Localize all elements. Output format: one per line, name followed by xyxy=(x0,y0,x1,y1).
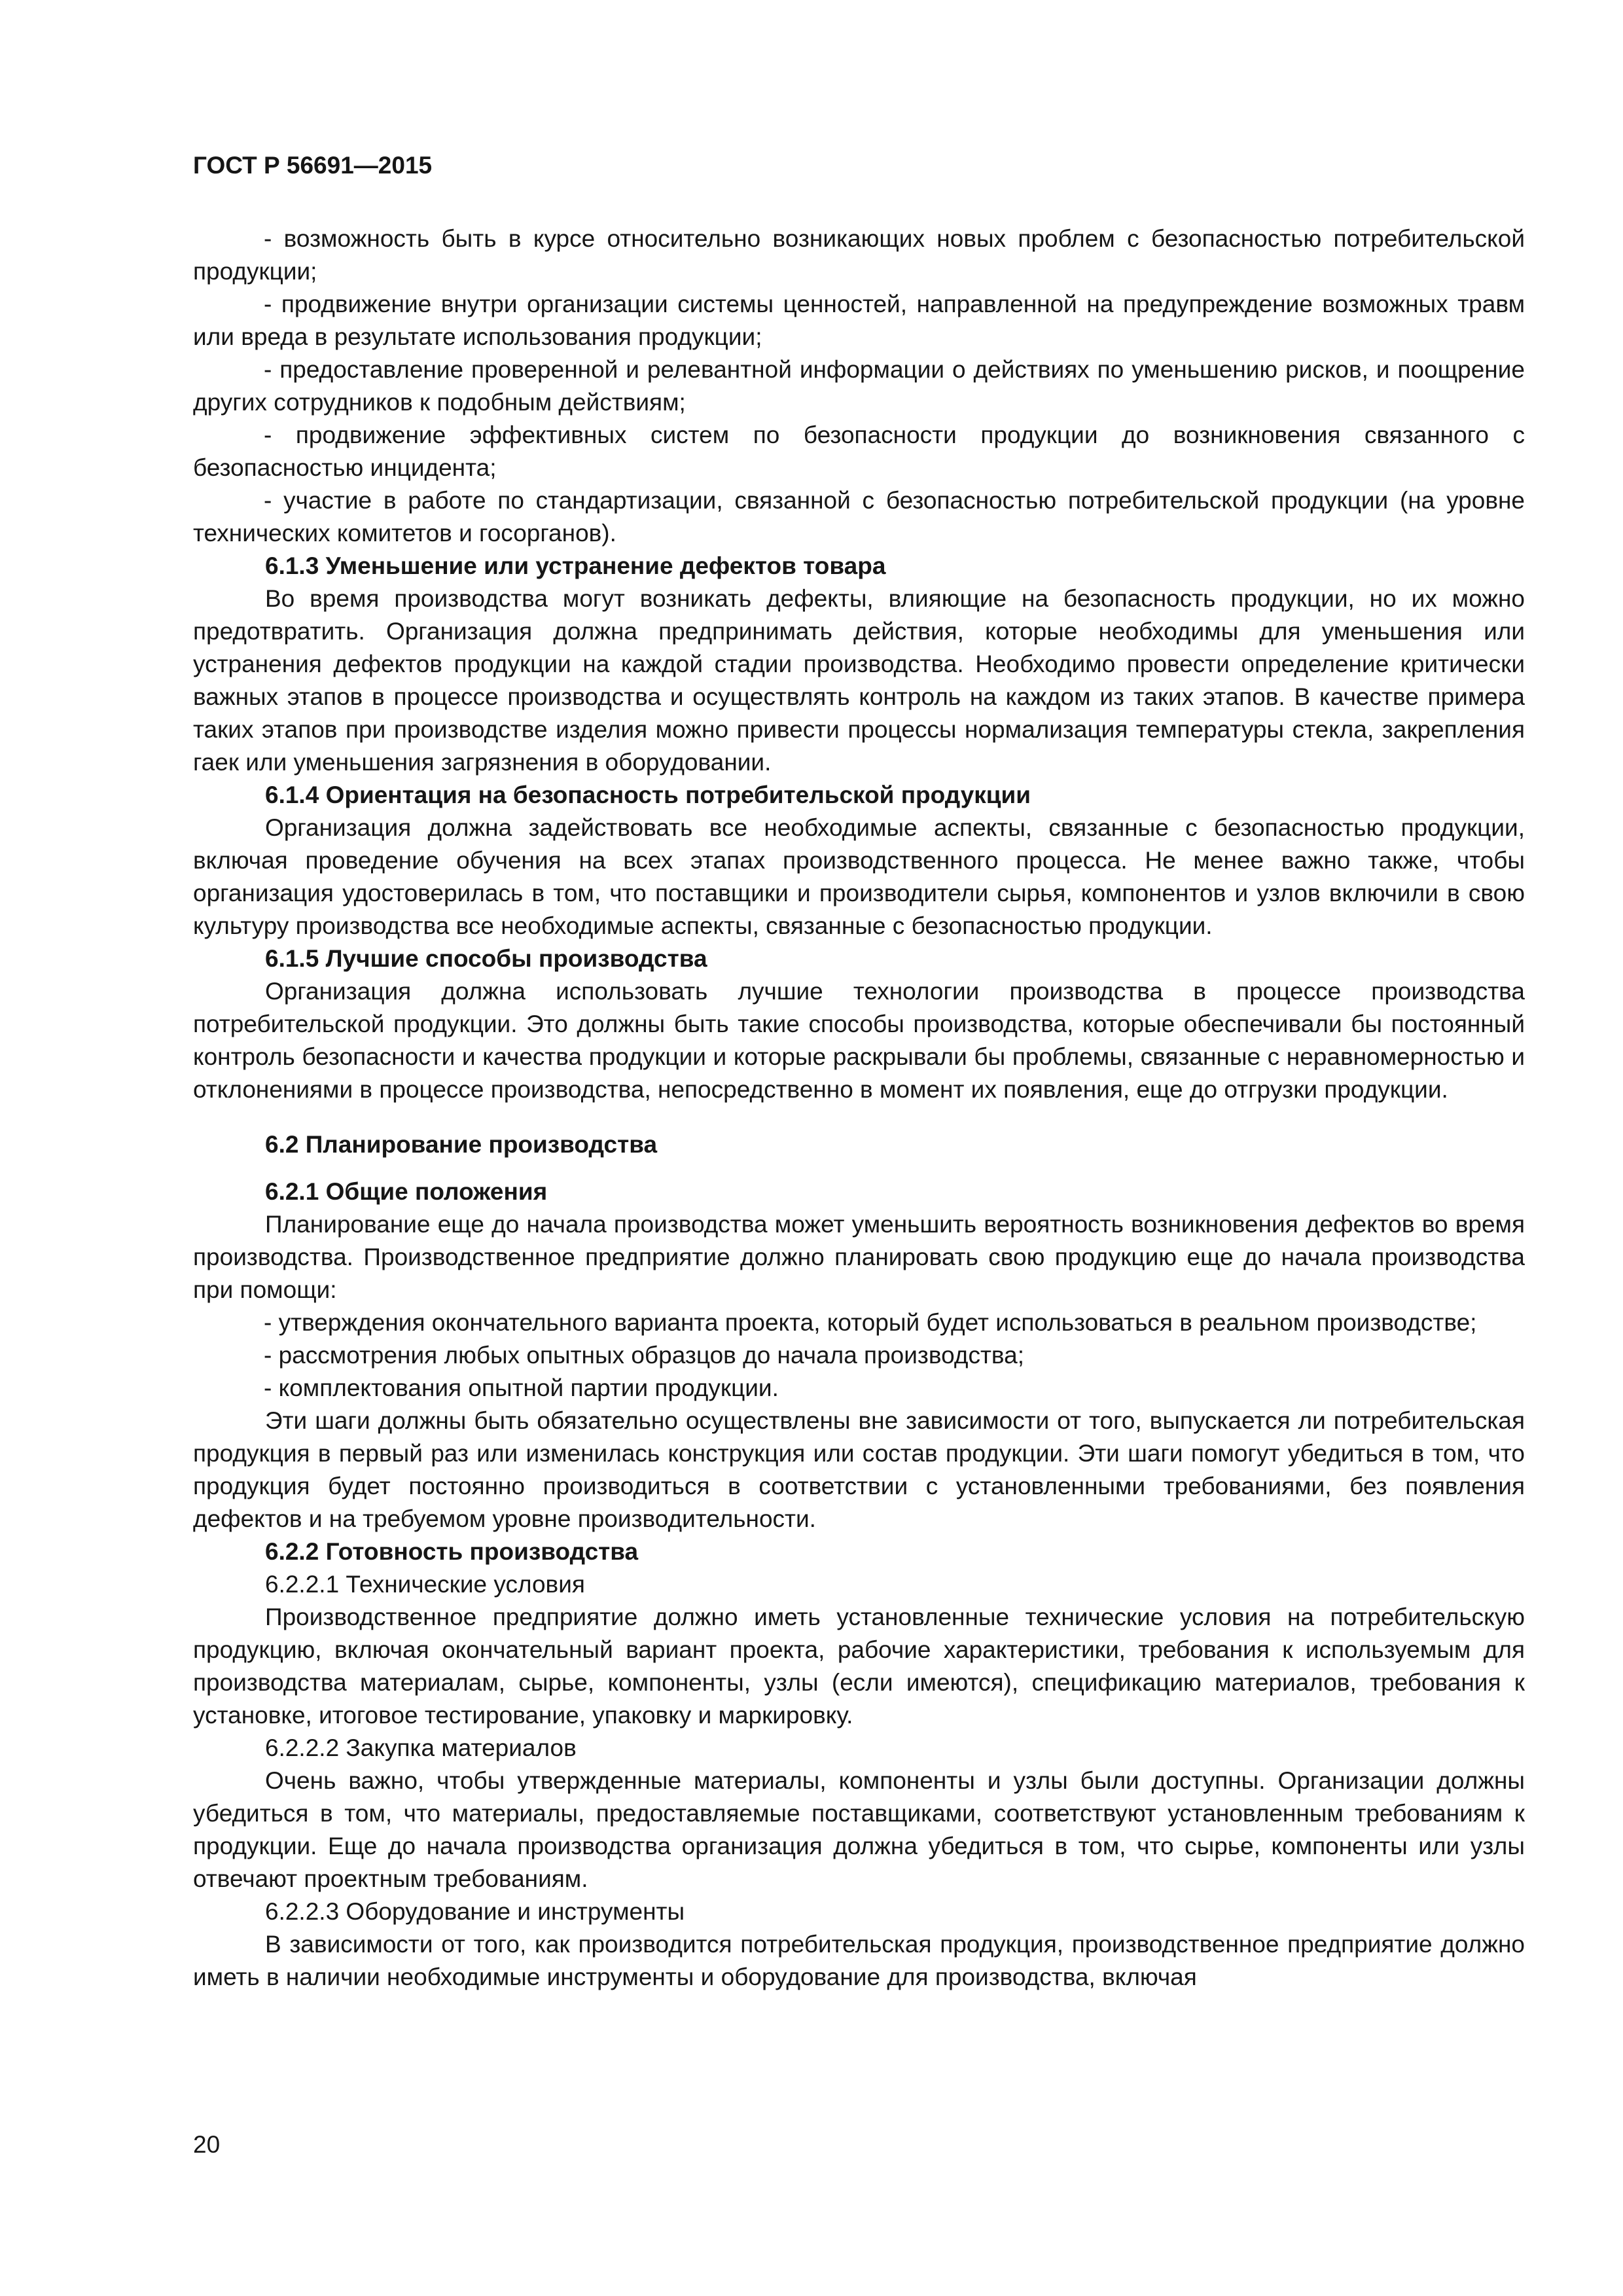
page-content xyxy=(193,223,1525,1994)
paragraph: Во время производства могут возникать дефекты, влияющие на безопасность продукции, но их можно предотвратить. Организация должна предпринимать действия, которые необходимы для уменьшения или устранения дефектов продукции на каждой стадии производства. Необходимо провести определение критически важных этапов в процессе производства и осуществлять контроль на каждом из таких этапов. В качестве примера таких этапов при производстве изделия можно привести процессы нормализация температуры стекла, закрепления гаек или уменьшения загрязнения в оборудовании. xyxy=(193,585,1525,776)
heading-6-2-2: 6.2.2 Готовность производства xyxy=(265,1538,639,1565)
paragraph: Производственное предприятие должно иметь установленные технические условия на потребительскую продукцию, включая окончательный вариант проекта, рабочие характеристики, требования к используемым для производства материалам, сырье, компоненты, узлы (если имеются), спецификацию материалов, требования к установке, итоговое тестирование, упаковку и маркировку. xyxy=(193,1604,1525,1729)
paragraph: Планирование еще до начала производства может уменьшить вероятность возникновения дефектов во время производства. Производственное предприятие должно планировать свою продукцию еще до начала производства при помощи: xyxy=(193,1211,1525,1303)
list-item: - участие в работе по стандартизации, связанной с безопасностью потребительской продукции (на уровне технических комитетов и госорганов). xyxy=(193,487,1525,547)
list-item: - продвижение эффективных систем по безопасности продукции до возникновения связанного с безопасностью инцидента; xyxy=(193,422,1525,481)
document-header: ГОСТ Р 56691—2015 xyxy=(193,152,433,179)
list-item: - предоставление проверенной и релевантной информации о действиях по уменьшению рисков, и поощрение других сотрудников к подобным действиям; xyxy=(193,356,1525,416)
subheading-6-2-2-3: 6.2.2.3 Оборудование и инструменты xyxy=(265,1898,685,1925)
subheading-6-2-2-2: 6.2.2.2 Закупка материалов xyxy=(265,1734,577,1761)
heading-6-1-5: 6.1.5 Лучшие способы производства xyxy=(265,945,707,972)
list-item: - утверждения окончательного варианта проекта, который будет использоваться в реальном производстве; xyxy=(264,1309,1477,1336)
list-item: - рассмотрения любых опытных образцов до начала производства; xyxy=(264,1342,1025,1369)
paragraph: Организация должна задействовать все необходимые аспекты, связанные с безопасностью продукции, включая проведение обучения на всех этапах производственного процесса. Не менее важно также, чтобы организация удостоверилась в том, что поставщики и производители сырья, компонентов и узлов включили в свою культуру производства все необходимые аспекты, связанные с безопасностью продукции. xyxy=(193,814,1525,939)
list-item: - комплектования опытной партии продукции. xyxy=(264,1374,779,1401)
section-heading-6-2: 6.2 Планирование производства xyxy=(265,1131,658,1158)
heading-6-1-3: 6.1.3 Уменьшение или устранение дефектов товара xyxy=(265,552,886,579)
list-item: - продвижение внутри организации системы ценностей, направленной на предупреждение возможных травм или вреда в результате использования продукции; xyxy=(193,291,1525,350)
paragraph: Эти шаги должны быть обязательно осуществлены вне зависимости от того, выпускается ли потребительская продукция в первый раз или изменилась конструкция или состав продукции. Эти шаги помогут убедиться в том, что продукция будет постоянно производиться в соответствии с установленными требованиями, без появления дефектов и на требуемом уровне производительности. xyxy=(193,1407,1525,1532)
paragraph: Организация должна использовать лучшие технологии производства в процессе производства потребительской продукции. Это должны быть такие способы производства, которые обеспечивали бы постоянный контроль безопасности и качества продукции и которые раскрывали бы проблемы, связанные с неравномерностью и отклонениями в процессе производства, непосредственно в момент их появления, еще до отгрузки продукции. xyxy=(193,978,1525,1103)
page-number: 20 xyxy=(193,2131,221,2158)
heading-6-1-4: 6.1.4 Ориентация на безопасность потребительской продукции xyxy=(265,781,1031,808)
list-item: - возможность быть в курсе относительно возникающих новых проблем с безопасностью потребительской продукции; xyxy=(193,225,1525,285)
subheading-6-2-2-1: 6.2.2.1 Технические условия xyxy=(265,1571,585,1598)
paragraph: В зависимости от того, как производится потребительская продукция, производственное предприятие должно иметь в наличии необходимые инструменты и оборудование для производства, включая xyxy=(193,1931,1525,1990)
heading-6-2-1: 6.2.1 Общие положения xyxy=(265,1178,548,1205)
paragraph: Очень важно, чтобы утвержденные материалы, компоненты и узлы были доступны. Организации должны убедиться в том, что материалы, предоставляемые поставщиками, соответствуют установленным требованиям к продукции. Еще до начала производства организация должна убедиться в том, что сырье, компоненты или узлы отвечают проектным требованиям. xyxy=(193,1767,1525,1892)
